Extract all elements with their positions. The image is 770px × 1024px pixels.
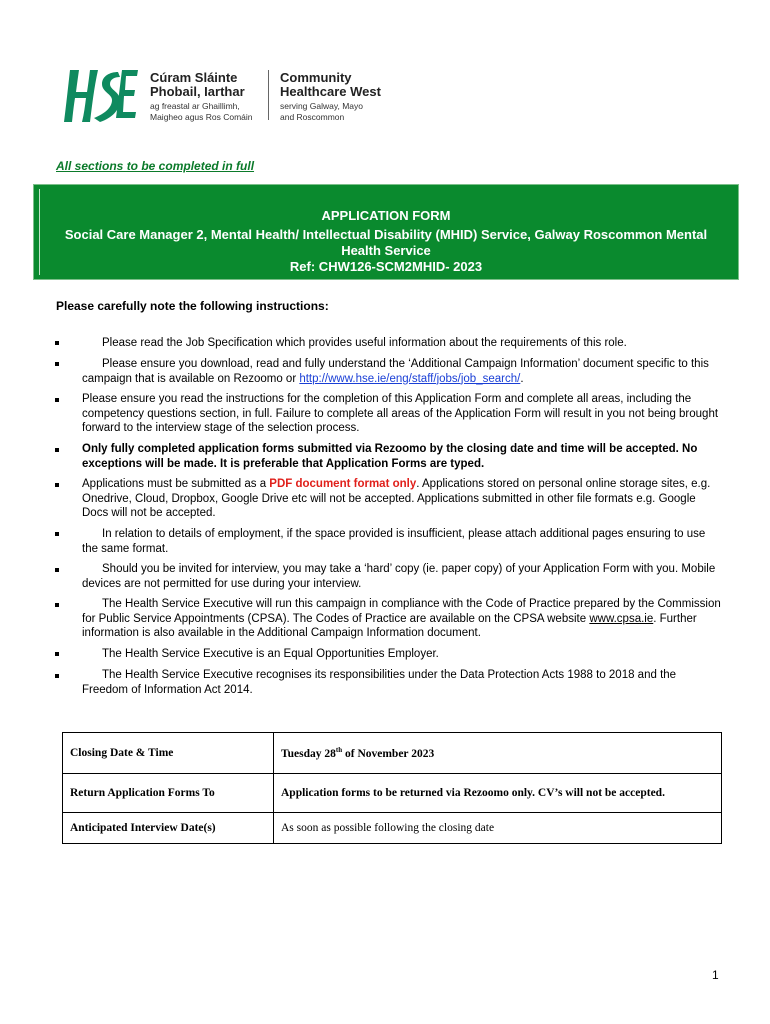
instruction-text: The Health Service Executive is an Equal Opportunities Employer. — [102, 648, 439, 660]
instruction-text: Please ensure you read the instructions for the completion of this Application Form and complete all areas, including the competency questions section, in full. Failure to complete all areas of the Application Form will result in you not being brought forward to the interview stage of the selection process. — [82, 393, 719, 434]
return-forms-value: Application forms to be returned via Rezoomo only. CV’s will not be accepted. — [274, 774, 722, 813]
banner-ref: Ref: CHW126-SCM2MHID- 2023 — [289, 259, 483, 274]
org-left-block — [150, 71, 265, 123]
bullet-icon — [55, 341, 59, 345]
job-search-link[interactable]: http://www.hse.ie/eng/staff/jobs/job_search/ — [299, 372, 521, 385]
complete-note: All sections to be completed in full — [56, 159, 255, 173]
instruction-text: Please ensure you download, read and fully understand the ‘Additional Campaign Information’ document specific to this campaign that is available on Rezoomo or — [82, 358, 709, 385]
bullet-icon — [55, 448, 59, 452]
org-left-sub-2: Maigheo agus Ros Comáin — [150, 112, 253, 122]
instruction-item-8 — [82, 597, 724, 641]
instruction-text: . — [520, 372, 524, 385]
instruction-text: The Health Service Executive will run this campaign in compliance with the Code of Practice prepared by the Commission for Public Service Appointments (CPSA). The Codes of Practice are available on the CPSA website — [82, 598, 721, 625]
bullet-icon — [55, 568, 59, 572]
closing-date-value: Tuesday 28th of November 2023 — [274, 733, 722, 774]
org-left-name-2: Phobail, Iarthar — [150, 84, 245, 99]
pdf-only-highlight: PDF document format only — [269, 478, 417, 490]
instruction-text: The Health Service Executive recognises its responsibilities under the Data Protection Acts 1988 to 2018 and the Freedom of Information Act 2014. — [82, 669, 677, 696]
instruction-text: Please read the Job Specification which provides useful information about the requirements of this role. — [102, 337, 627, 349]
instruction-item-7 — [82, 562, 724, 591]
instruction-item-5 — [82, 477, 724, 521]
instruction-text: Should you be invited for interview, you may take a ‘hard’ copy (ie. paper copy) of your Application Form with you. Mobile devices are not permitted for use during your interview. — [82, 563, 716, 590]
bullet-icon — [55, 362, 59, 366]
instruction-item-10 — [82, 668, 724, 697]
instruction-text: Applications must be submitted as a — [82, 478, 270, 490]
interview-date-value: As soon as possible following the closing date — [274, 813, 722, 844]
table-row — [63, 774, 722, 813]
org-left-name-1: Cúram Sláinte — [150, 70, 238, 85]
instruction-item-9 — [82, 647, 724, 662]
interview-date-label: Anticipated Interview Date(s) — [63, 813, 274, 844]
hse-logo — [60, 62, 140, 128]
instruction-item-6 — [82, 527, 724, 556]
cpsa-link[interactable]: www.cpsa.ie — [589, 612, 654, 625]
org-right-name-1: Community — [280, 70, 352, 85]
return-forms-label: Return Application Forms To — [63, 774, 274, 813]
logo-divider — [268, 70, 269, 120]
instruction-text: Only fully completed application forms submitted via Rezoomo by the closing date and time will be accepted. No exceptions will be made. It is preferable that Application Forms are typed. — [82, 443, 698, 470]
table-row — [63, 813, 722, 844]
instruction-text: . Applications stored on personal online storage sites, e.g. Onedrive, Cloud, Dropbox, Google Drive etc will not be accepted. Applications submitted in other file formats e.g. Google Docs will not be accepted. — [82, 478, 711, 519]
bullet-icon — [55, 532, 59, 536]
banner-title: APPLICATION FORM — [321, 208, 451, 223]
org-right-sub-1: serving Galway, Mayo — [280, 101, 363, 111]
table-row — [63, 733, 722, 774]
instruction-item-4 — [82, 442, 724, 471]
org-right-name-2: Healthcare West — [280, 84, 381, 99]
bullet-icon — [55, 603, 59, 607]
closing-date-label: Closing Date & Time — [63, 733, 274, 774]
instruction-text: . Further information is also available in the Additional Campaign Information document. — [82, 612, 697, 639]
org-right-block — [280, 71, 410, 123]
page-number: 1 — [712, 968, 719, 982]
instruction-text: In relation to details of employment, if the space provided is insufficient, please attach additional pages ensuring to use the same format. — [82, 528, 706, 555]
bullet-icon — [55, 398, 59, 402]
banner-role: Social Care Manager 2, Mental Health/ Intellectual Disability (MHID) Service, Galway Roscommon Mental Health Service — [64, 227, 708, 258]
org-right-sub-2: and Roscommon — [280, 112, 345, 122]
instruction-item-3 — [82, 392, 724, 436]
bullet-icon — [55, 674, 59, 678]
instruction-item-2 — [82, 357, 724, 386]
application-banner — [33, 184, 739, 280]
bullet-icon — [55, 483, 59, 487]
hse-logo-mark-icon — [60, 62, 140, 128]
info-table — [62, 732, 722, 844]
org-left-sub-1: ag freastal ar Ghaillimh, — [150, 101, 240, 111]
instruction-item-1 — [82, 336, 724, 351]
instructions-heading: Please carefully note the following instructions: — [56, 299, 329, 313]
bullet-icon — [55, 652, 59, 656]
